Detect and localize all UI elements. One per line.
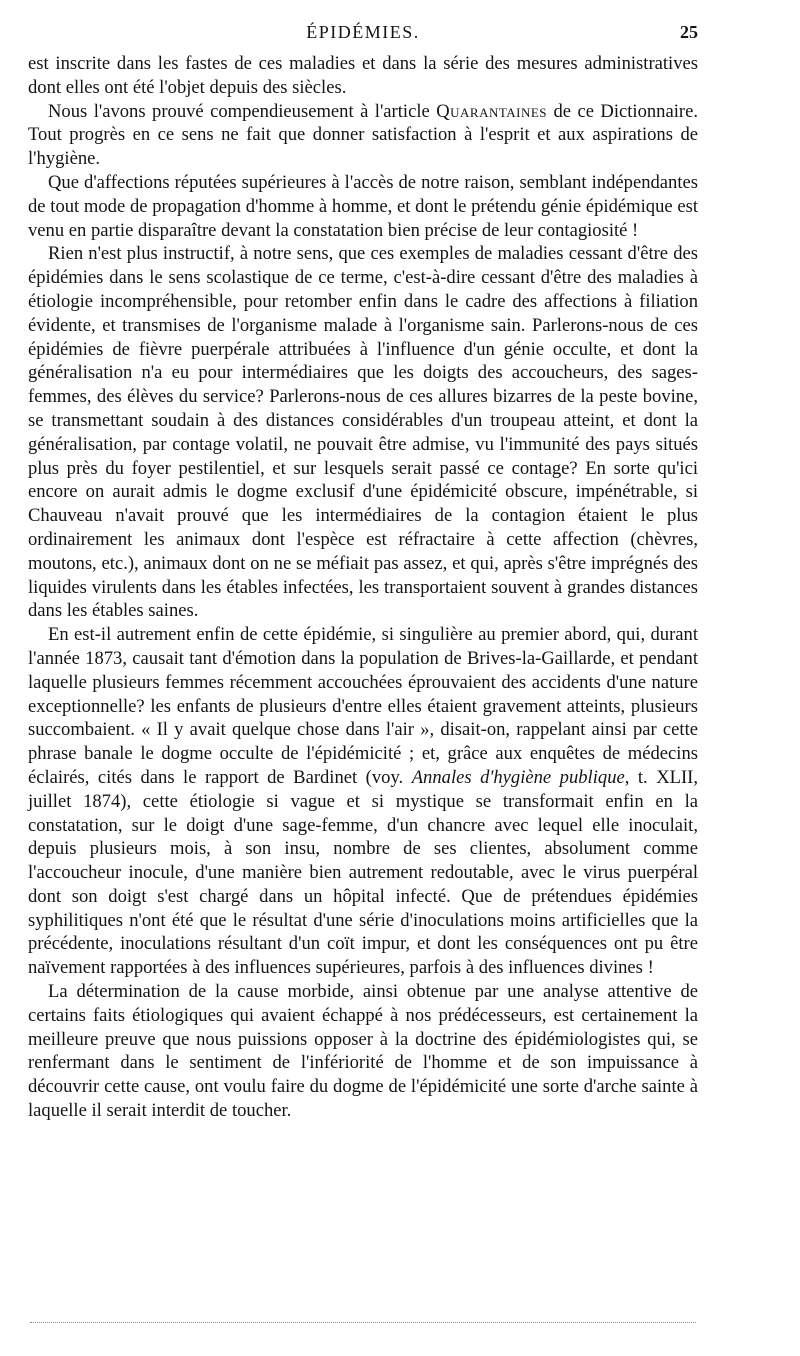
paragraph-2-text-start: Nous l'avons prouvé compendieusement à l'article [48, 100, 437, 122]
paragraph-1: est inscrite dans les fastes de ces maladies et dans la série des mesures administratives dont elles ont été l'objet depuis des siècles. [28, 53, 698, 98]
paragraph-2-text-end: de ce Dictionnaire. Tout progrès en ce sens ne fait que donner satisfaction à l'esprit et aux aspirations de l'hygiène. [28, 100, 698, 170]
article-reference: Quarantaines [436, 100, 548, 122]
paragraph-4: Rien n'est plus instructif, à notre sens, que ces exemples de maladies cessant d'être des épidémies dans le sens scolastique de ce terme, c'est-à-dire cessant d'être des maladies à étiologie incompréhensible, pour retomber enfin dans le cadre des affections à filiation évidente, et transmises de l'organisme malade à l'organisme sain. Parlerons-nous de ces épidémies de fièvre puerpérale attribuées à l'influence d'un génie occulte, et dont la généralisation n'a eu pour intermédiaires que les doigts des accoucheurs, des sages-femmes, des élèves du service? Parlerons-nous de ces allures bizarres de la peste bovine, se transmettant soudain à des distances considérables d'un troupeau atteint, et dont la généralisation, par contage volatil, ne pouvait être admise, vu l'immunité des pays situés plus près du foyer pestilentiel, et sur lesquels serait passé ce contage? En sorte qu'ici encore on aurait admis le dogme exclusif d'une épidémicité obscure, impénétrable, si Chauveau n'avait prouvé que les intermédiaires de la contagion étaient le plus ordinairement les animaux dont l'espèce est réfractaire à cette affection (chèvres, moutons, etc.), animaux dont on ne se méfiait pas assez, et qui, après s'être imprégnés des liquides virulents dans les étables infectées, les transportaient souvent à grandes distances dans les étables saines. [28, 243, 698, 622]
paragraph-5 [28, 623, 698, 980]
paragraph-6: La détermination de la cause morbide, ainsi obtenue par une analyse attentive de certains faits étiologiques qui avaient échappé à nos prédécesseurs, est certainement la meilleure preuve que nous puissions opposer à la doctrine des épidémiologistes qui, se renfermant dans le sentiment de l'infériorité de l'homme et de son impuissance à découvrir cette cause, ont voulu faire du dogme de l'épidémicité une sorte d'arche sainte à laquelle il serait interdit de toucher. [28, 981, 698, 1122]
paragraph-2 [28, 100, 698, 171]
paragraph-5-text-start: En est-il autrement enfin de cette épidémie, si singulière au premier abord, qui, durant l'année 1873, causait tant d'émotion dans la population de Brives-la-Gaillarde, et pendant laquelle plusieurs femmes récemment accouchées éprouvaient des accidents d'une nature exceptionnelle? les enfants de plusieurs d'entre elles étaient gravement atteints, plusieurs succombaient. « Il y avait quelque chose dans l'air », disait-on, rappelant ainsi par cette phrase banale le dogme occulte de l'épidémicité ; et, grâce aux enquêtes de médecins éclairés, cités dans le rapport de Bardinet (voy. [28, 624, 698, 788]
page-number: 25 [680, 22, 698, 42]
document-page [28, 22, 698, 1123]
journal-citation: Annales d'hygiène publique [411, 766, 625, 788]
running-head [28, 22, 698, 52]
footer-dotted-rule [30, 1322, 696, 1323]
paragraph-5-text-end: , t. XLII, juillet 1874), cette étiologie si vague et si mystique se transformait enfin en la constatation, sur le doigt d'une sage-femme, d'un chancre avec lequel elle inoculait, depuis plusieurs mois, à son insu, nombre de ses clientes, absolument comme l'accoucheur inocule, d'une manière bien autrement redoutable, avec le virus puerpéral dont son doigt s'est chargé dans un hôpital infecté. Que de prétendues épidémies syphilitiques n'ont été que le résultat d'une série d'inoculations moins artificielles que la précédente, inoculations résultant d'un coït impur, et dont les conséquences ont pu être naïvement rapportées à des influences supérieures, parfois à des influences divines ! [28, 766, 699, 979]
body-text [28, 52, 698, 1123]
paragraph-3: Que d'affections réputées supérieures à l'accès de notre raison, semblant indépendantes de tout mode de propagation d'homme à homme, et dont le prétendu génie épidémique est venu en partie disparaître devant la constatation bien précise de leur contagiosité ! [28, 171, 698, 241]
running-title: ÉPIDÉMIES. [306, 22, 420, 42]
